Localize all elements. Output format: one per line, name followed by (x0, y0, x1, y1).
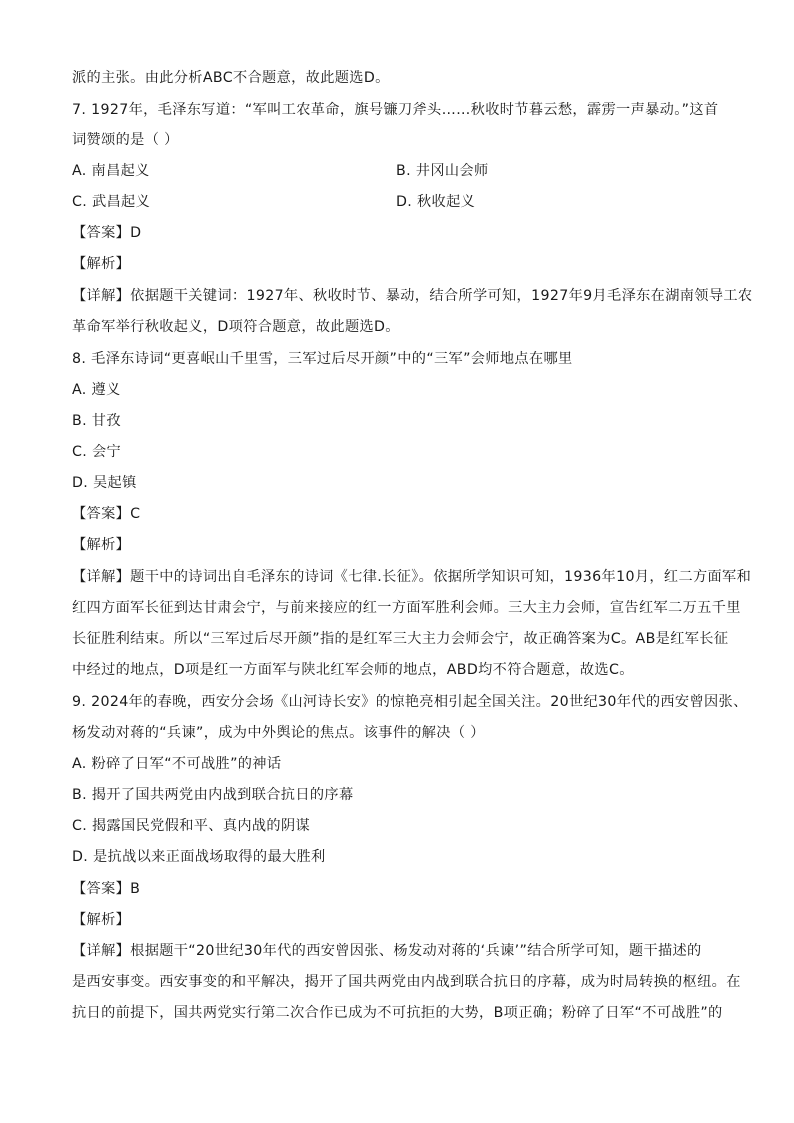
explanation-text: 是西安事变。西安事变的和平解决，揭开了国共两党由内战到联合抗日的序幕，成为时局转换的枢纽。在 (72, 974, 741, 990)
option-a: A. 遵义 (72, 382, 121, 398)
analysis-label: 【解析】 (72, 256, 131, 272)
option-d: D. 秋收起义 (396, 194, 476, 210)
option-d: D. 是抗战以来正面战场取得的最大胜利 (72, 849, 326, 865)
option-d: D. 吴起镇 (72, 475, 137, 491)
explanation-text: 长征胜利结束。所以“三军过后尽开颜”指的是红军三大主力会师会宁，故正确答案为C。AB是红军长征 (72, 631, 729, 647)
explanation-text: 红四方面军长征到达甘肃会宁，与前来接应的红一方面军胜利会师。三大主力会师，宣告红军二万五千里 (72, 600, 741, 616)
explanation-text: 革命军举行秋收起义，D项符合题意，故此题选D。 (72, 319, 400, 335)
question-8-stem: 8. 毛泽东诗词“更喜岷山千里雪，三军过后尽开颜”中的“三军”会师地点在哪里 (72, 351, 573, 367)
explanation-text: 【详解】依据题干关键词：1927年、秋收时节、暴动，结合所学可知，1927年9月毛泽东在湖南领导工农 (72, 288, 753, 304)
option-b: B. 甘孜 (72, 413, 121, 429)
option-a: A. 南昌起义 (72, 163, 150, 179)
explanation-text: 【详解】题干中的诗词出自毛泽东的诗词《七律.长征》。依据所学知识可知，1936年10月，红二方面军和 (72, 569, 752, 585)
option-c: C. 武昌起义 (72, 194, 151, 210)
option-c: C. 揭露国民党假和平、真内战的阴谋 (72, 818, 311, 834)
answer-label: 【答案】B (72, 881, 141, 897)
option-c: C. 会宁 (72, 444, 122, 460)
question-9-stem: 9. 2024年的春晚，西安分会场《山河诗长安》的惊艳亮相引起全国关注。20世纪30年代的西安曾因张、 (72, 694, 748, 710)
option-b: B. 井冈山会师 (396, 163, 489, 179)
answer-label: 【答案】D (72, 225, 142, 241)
option-b: B. 揭开了国共两党由内战到联合抗日的序幕 (72, 787, 354, 803)
explanation-text: 【详解】根据题干“20世纪30年代的西安曾因张、杨发动对蒋的‘兵谏’”结合所学可知，题干描述的 (72, 943, 702, 959)
analysis-label: 【解析】 (72, 537, 131, 553)
analysis-label: 【解析】 (72, 912, 131, 928)
text-line: 派的主张。由此分析ABC不合题意，故此题选D。 (72, 70, 390, 86)
question-7-stem-cont: 词赞颂的是（ ） (72, 132, 179, 148)
question-7-stem: 7. 1927年，毛泽东写道：“军叫工农革命，旗号镰刀斧头……秋收时节暮云愁，霹雳一声暴动。”这首 (72, 102, 719, 118)
answer-label: 【答案】C (72, 506, 141, 522)
explanation-text: 中经过的地点，D项是红一方面军与陕北红军会师的地点，ABD均不符合题意，故选C。 (72, 662, 634, 678)
question-9-stem-cont: 杨发动对蒋的“兵谏”，成为中外舆论的焦点。该事件的解决（ ） (72, 725, 485, 741)
explanation-text: 抗日的前提下，国共两党实行第二次合作已成为不可抗拒的大势，B项正确；粉碎了日军“不可战胜”的 (72, 1005, 723, 1021)
option-a: A. 粉碎了日军“不可战胜”的神话 (72, 756, 282, 772)
